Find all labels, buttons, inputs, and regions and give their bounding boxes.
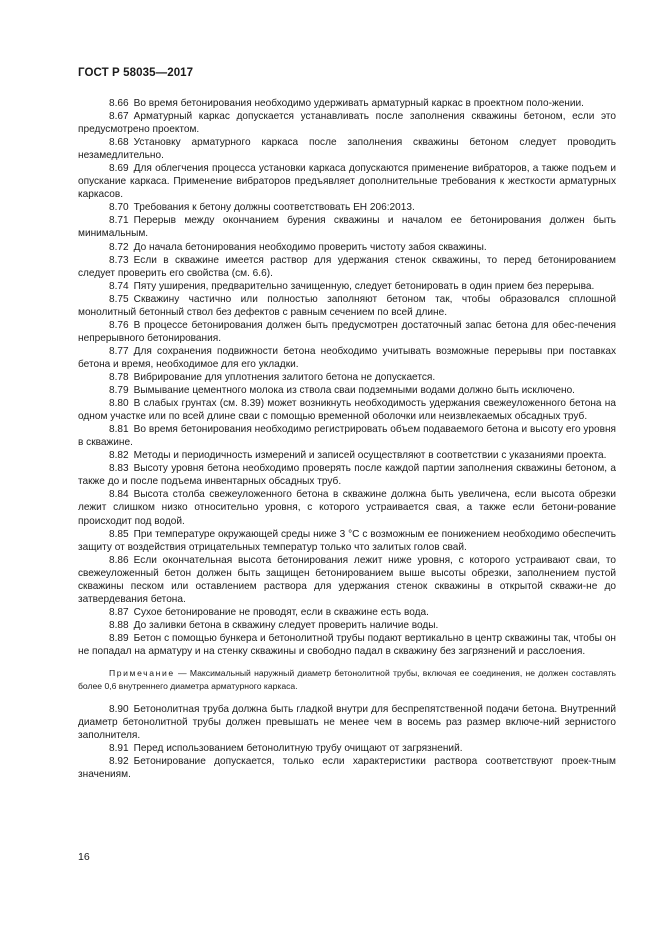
clause-text: Если в скважине имеется раствор для удержания стенок скважины, то перед бетонированием следует проверить его свойства (см. 6.6). <box>78 254 616 279</box>
clause-number: 8.91 <box>109 743 129 755</box>
clause-number: 8.68 <box>109 137 129 149</box>
clause-text: Перерыв между окончанием бурения скважины и началом ее бетонирования должен быть минимальным. <box>78 215 616 240</box>
clause-text: Перед использованием бетонолитную трубу очищают от загрязнений. <box>133 743 463 755</box>
clause-number: 8.76 <box>109 319 129 331</box>
clause-text: Скважину частично или полностью заполняют бетоном так, чтобы образовался сплошной монолитный бетонный ствол без дефектов с равным сечением по всей длине. <box>78 293 616 318</box>
page-number: 16 <box>78 851 90 863</box>
note-label: Примечание <box>109 668 175 679</box>
clause-paragraph <box>78 319 616 345</box>
clause-number: 8.78 <box>109 371 129 383</box>
clause-text: Арматурный каркас допускается устанавливать после заполнения скважины бетоном, если это предусмотрено проектом. <box>78 111 616 136</box>
clauses-8-66-to-8-89 <box>78 97 616 658</box>
clause-number: 8.88 <box>109 619 129 631</box>
clause-text: Если окончательная высота бетонирования лежит ниже уровня, с которого устраивают сваи, то свежеуложенный бетон должен быть защищен бетонированием выше высоты обрезки, заполнением пустой скважины песком или оставлением раствора для удержания стенок скважины в открытой скважи-не до затвердевания бетона. <box>78 554 616 605</box>
clause-text: При температуре окружающей среды ниже 3 °С с возможным ее понижением необходимо обеспечить защиту от воздействия отрицательных температур только что залитых голов свай. <box>78 528 616 553</box>
clause-number: 8.90 <box>109 704 129 716</box>
clause-paragraph <box>78 528 616 554</box>
clause-text: Во время бетонирования необходимо удерживать арматурный каркас в проектном поло-жении. <box>133 98 584 109</box>
clause-number: 8.83 <box>109 463 129 475</box>
clause-paragraph <box>78 371 616 384</box>
clause-number: 8.87 <box>109 606 129 618</box>
clause-paragraph <box>78 254 616 280</box>
clause-paragraph <box>78 488 616 527</box>
clause-number: 8.85 <box>109 528 129 540</box>
clause-paragraph <box>78 241 616 254</box>
clause-number: 8.79 <box>109 385 129 397</box>
clause-paragraph <box>78 703 616 742</box>
clause-paragraph <box>78 110 616 136</box>
clause-paragraph <box>78 742 616 755</box>
clause-paragraph <box>78 397 616 423</box>
clause-paragraph <box>78 201 616 214</box>
clause-number: 8.71 <box>109 215 129 227</box>
page-header: ГОСТ Р 58035—2017 <box>78 67 194 79</box>
clause-number: 8.84 <box>109 489 129 501</box>
clause-text: Вибрирование для уплотнения залитого бетона не допускается. <box>133 371 436 383</box>
clause-text: Вымывание цементного молока из ствола сваи подземными водами должно быть исключено. <box>133 385 575 397</box>
clause-number: 8.70 <box>109 202 129 214</box>
clause-text: До начала бетонирования необходимо проверить чистоту забоя скважины. <box>133 241 487 253</box>
clause-paragraph <box>78 632 616 658</box>
clause-number: 8.92 <box>109 756 129 768</box>
clauses-8-90-to-8-92 <box>78 703 616 781</box>
clause-text: Методы и периодичность измерений и записей осуществляют в соответствии с указаниями проекта. <box>133 450 607 462</box>
clause-text: Установку арматурного каркаса после заполнения скважины бетоном следует проводить незамедлительно. <box>78 137 616 162</box>
clause-text: В слабых грунтах (см. 8.39) может возникнуть необходимость удержания свежеуложенного бетона на одном участке или по всей длине сваи с помощью временной оболочки или неизвлекаемых обсадных труб. <box>78 398 616 423</box>
clause-paragraph <box>78 214 616 240</box>
clause-text: До заливки бетона в скважину следует проверить наличие воды. <box>133 619 439 631</box>
clause-paragraph <box>78 462 616 488</box>
clause-paragraph <box>78 97 616 110</box>
clause-text: Бетонолитная труба должна быть гладкой внутри для беспрепятственной подачи бетона. Внутренний диаметр бетонолитной трубы должен превышать не менее чем в восемь раз размер включе-ний зернистого заполнителя. <box>78 704 616 742</box>
clause-text: Высота столба свежеуложенного бетона в скважине должна быть увеличена, если высота обрезки лежит слишком низко относительно уровня, с которого устраивается свая, а также если бетони-рование происходит под водой. <box>78 489 616 527</box>
note <box>78 667 616 693</box>
clause-paragraph <box>78 606 616 619</box>
clause-text: Во время бетонирования необходимо регистрировать объем подаваемого бетона и высоту его уровня в скважине. <box>78 424 616 449</box>
clause-number: 8.69 <box>109 163 129 175</box>
clause-paragraph <box>78 280 616 293</box>
clause-number: 8.89 <box>109 632 129 644</box>
document-body <box>78 97 616 781</box>
clause-number: 8.80 <box>109 398 129 410</box>
clause-number: 8.77 <box>109 345 129 357</box>
clause-text: Для облегчения процесса установки каркаса допускаются применение вибраторов, а также подъем и опускание каркаса. Применение вибраторов предъявляет дополнительные требования к жесткости арматурных каркасов. <box>78 163 616 201</box>
clause-paragraph <box>78 162 616 201</box>
clause-number: 8.81 <box>109 424 129 436</box>
clause-paragraph <box>78 423 616 449</box>
clause-text: В процессе бетонирования должен быть предусмотрен достаточный запас бетона для обес-печения непрерывного бетонирования. <box>78 319 616 344</box>
clause-text: Для сохранения подвижности бетона необходимо учитывать возможные перерывы при поставках бетона и время, необходимое для его укладки. <box>78 345 616 370</box>
clause-text: Бетонирование допускается, только если характеристики раствора соответствуют проек-тным значениям. <box>78 756 616 781</box>
clause-text: Бетон с помощью бункера и бетонолитной трубы подают вертикально в центр скважины так, чтобы он не попадал на арматуру и на стенку скважины и свободно падал в скважину без загрязнений и расслоения. <box>78 632 616 657</box>
clause-paragraph <box>78 755 616 781</box>
clause-number: 8.67 <box>109 111 129 123</box>
clause-paragraph <box>78 136 616 162</box>
clause-number: 8.73 <box>109 254 129 266</box>
clause-number: 8.66 <box>109 98 129 109</box>
clause-paragraph <box>78 619 616 632</box>
note-text: — Максимальный наружный диаметр бетонолитной трубы, включая ее соединения, не должен составлять более 0,6 внутреннего диаметра арматурного каркаса. <box>78 668 616 692</box>
clause-number: 8.75 <box>109 293 129 305</box>
clause-text: Сухое бетонирование не проводят, если в скважине есть вода. <box>133 606 429 618</box>
clause-number: 8.82 <box>109 450 129 462</box>
clause-number: 8.86 <box>109 554 129 566</box>
clause-paragraph <box>78 345 616 371</box>
clause-text: Требования к бетону должны соответствовать ЕН 206:2013. <box>133 202 415 214</box>
clause-number: 8.72 <box>109 241 129 253</box>
clause-paragraph <box>78 449 616 462</box>
clause-text: Высоту уровня бетона необходимо проверять после каждой партии заполнения скважины бетоном, а также до и после подъема инвентарных обсадных труб. <box>78 463 616 488</box>
clause-number: 8.74 <box>109 280 129 292</box>
clause-paragraph <box>78 554 616 606</box>
clause-paragraph <box>78 384 616 397</box>
clause-text: Пяту уширения, предварительно зачищенную, следует бетонировать в один прием без перерыва. <box>133 280 595 292</box>
clause-paragraph <box>78 293 616 319</box>
